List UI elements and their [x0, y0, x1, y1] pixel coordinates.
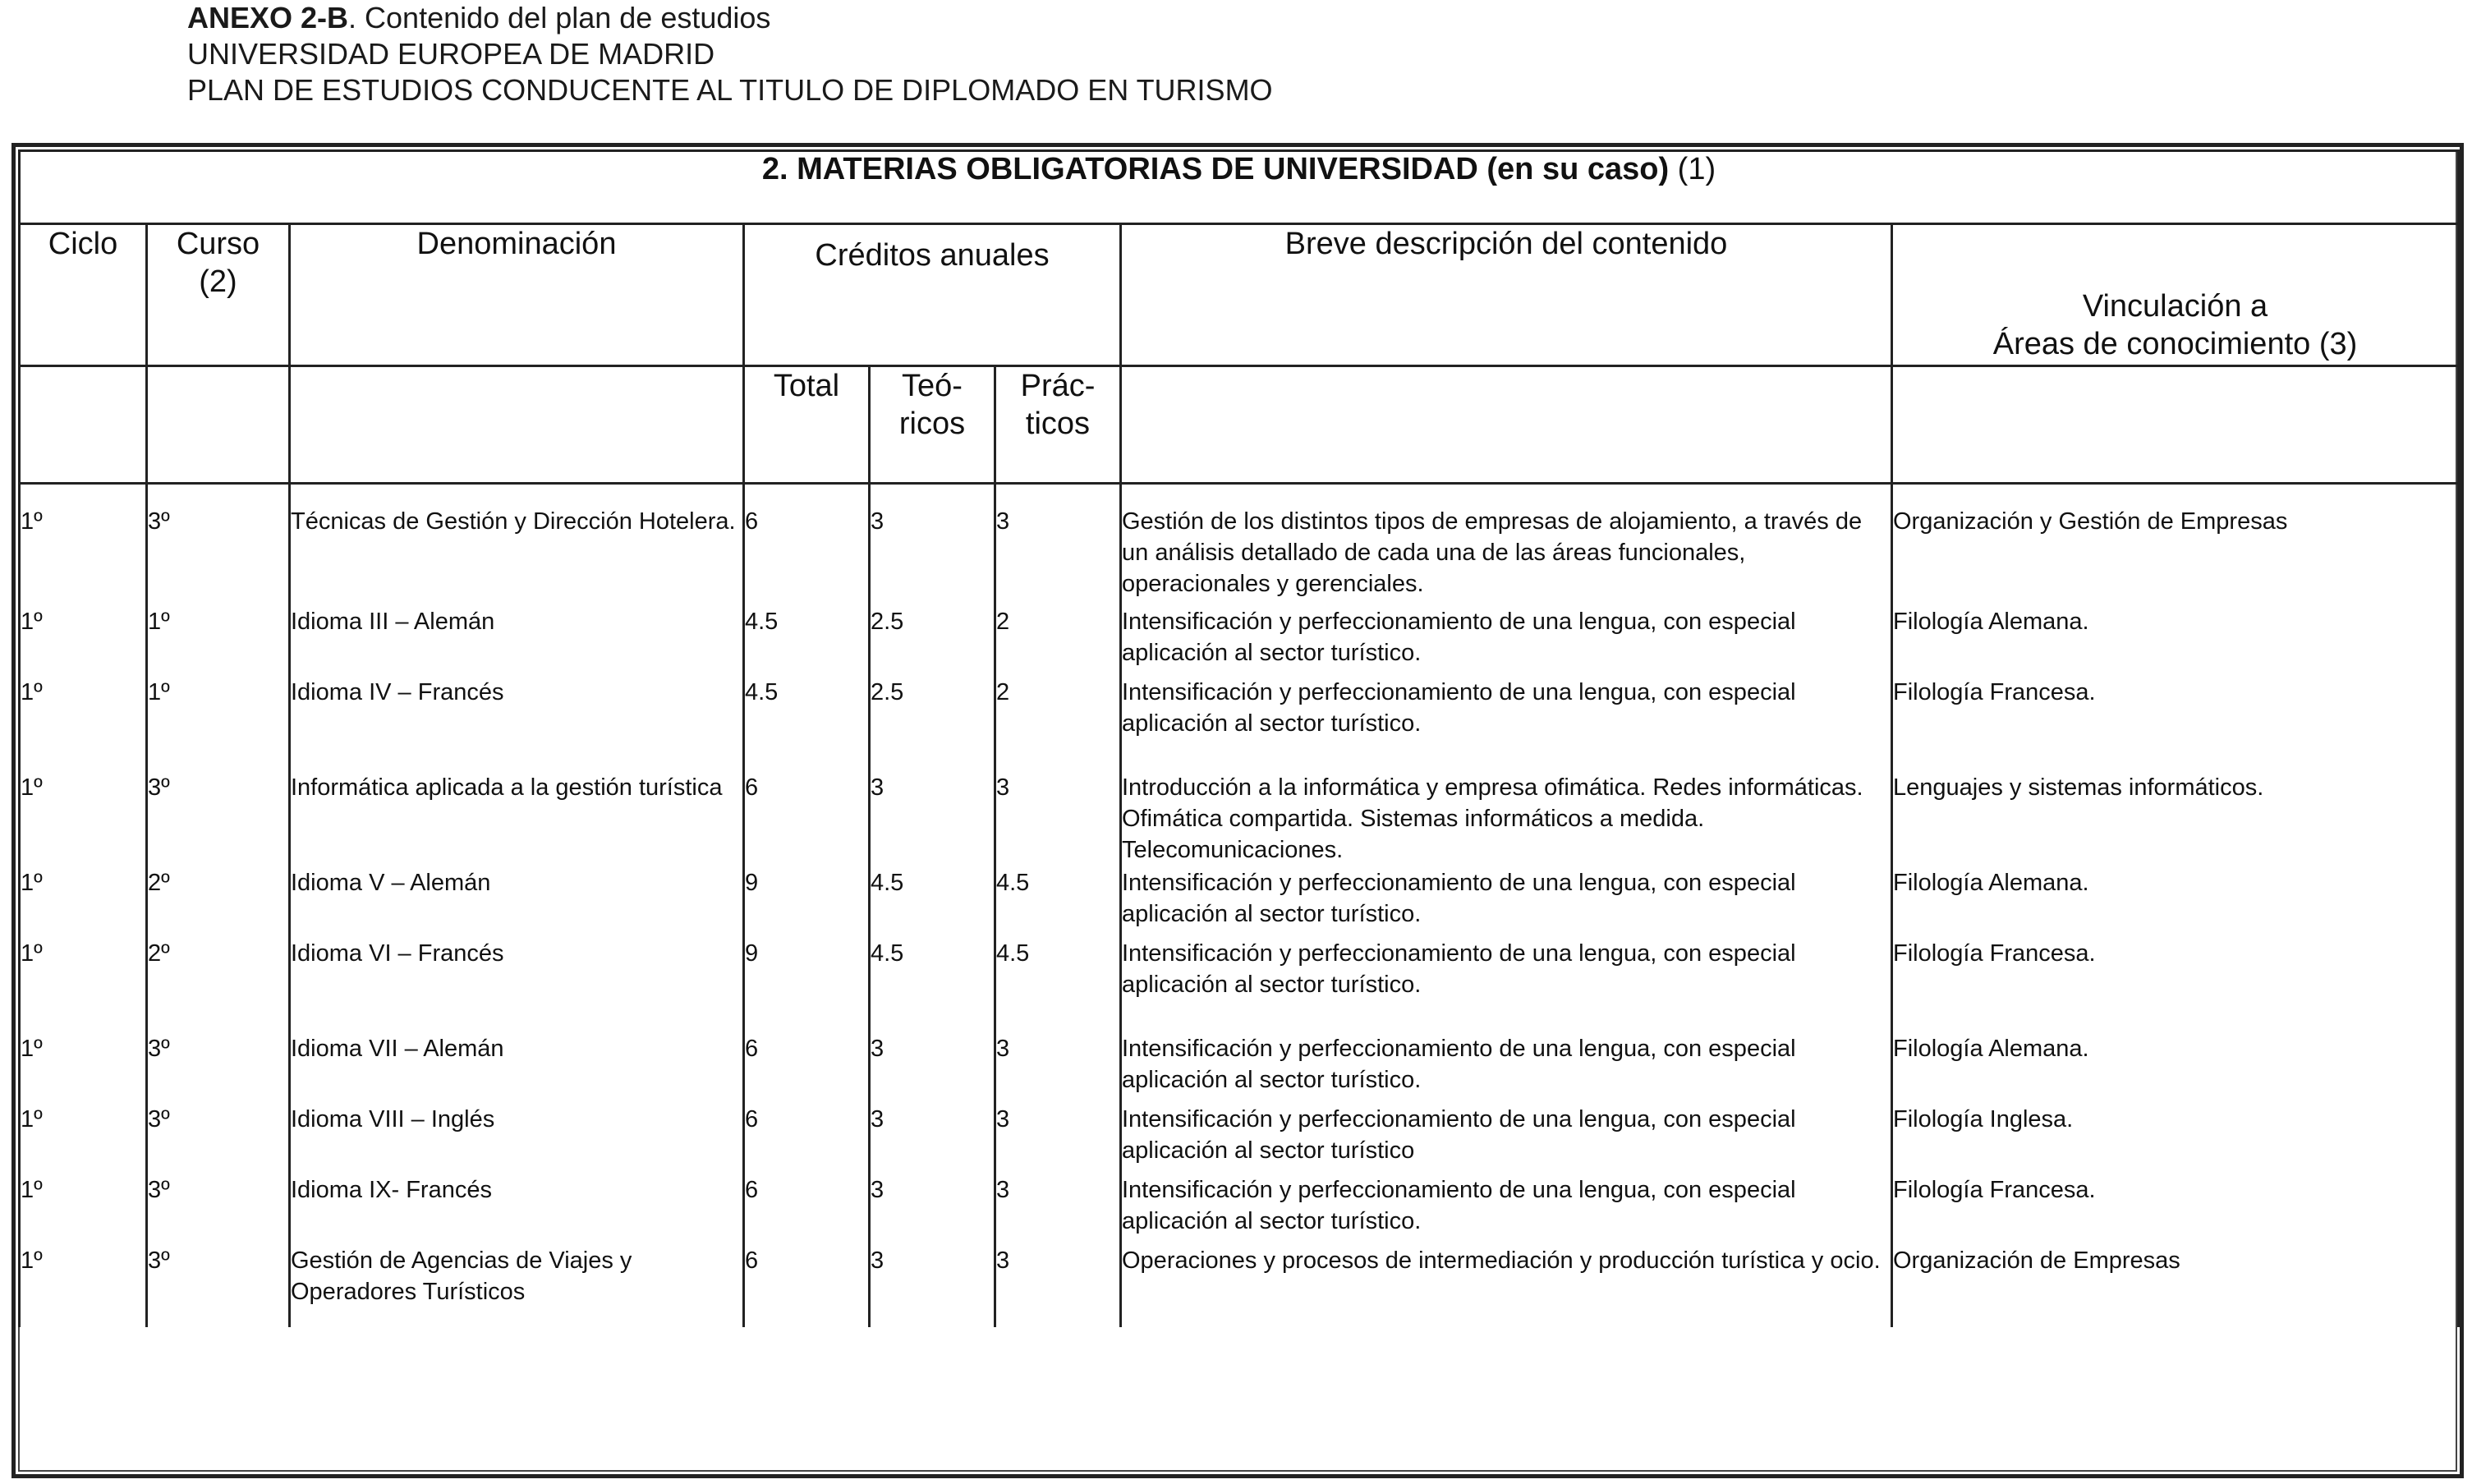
cell-ciclo: 1º [20, 484, 147, 607]
cell-ciclo: 1º [20, 606, 147, 677]
cell-teoricos: 3 [870, 484, 995, 607]
cell-total: 6 [744, 1245, 870, 1327]
cell-teoricos: 3 [870, 1245, 995, 1327]
cell-area: Filología Alemana. [1892, 1033, 2459, 1104]
cell-curso: 1º [147, 606, 290, 677]
cell-descripcion: Intensificación y perfeccionamiento de una lengua, con especial aplicación al sector turístico. [1121, 677, 1892, 772]
cell-descripcion: Intensificación y perfeccionamiento de una lengua, con especial aplicación al sector turístico [1121, 1104, 1892, 1174]
cell-total: 6 [744, 1033, 870, 1104]
subheader-empty-descripcion [1121, 366, 1892, 484]
column-header-descripcion: Breve descripción del contenido [1121, 224, 1892, 366]
cell-denominacion: Técnicas de Gestión y Dirección Hotelera. [290, 484, 744, 607]
cell-ciclo: 1º [20, 867, 147, 938]
cell-practicos: 2 [995, 606, 1121, 677]
cell-area: Organización de Empresas [1892, 1245, 2459, 1327]
table-row [20, 938, 2459, 1033]
cell-area: Filología Alemana. [1892, 606, 2459, 677]
table-row [20, 606, 2459, 677]
cell-descripcion: Intensificación y perfeccionamiento de una lengua, con especial aplicación al sector turístico. [1121, 867, 1892, 938]
cell-curso: 3º [147, 1245, 290, 1327]
document-header [187, 0, 1273, 108]
vinculacion-line-1: Vinculación a [2082, 289, 2268, 324]
cell-ciclo: 1º [20, 1104, 147, 1174]
cell-denominacion: Idioma VIII – Inglés [290, 1104, 744, 1174]
practicos-line-2: ticos [1025, 407, 1091, 441]
plan-title: PLAN DE ESTUDIOS CONDUCENTE AL TITULO DE DIPLOMADO EN TURISMO [187, 73, 1273, 107]
table-row [20, 1033, 2459, 1104]
subheader-empty-vinculacion [1892, 366, 2459, 484]
cell-area: Filología Francesa. [1892, 1174, 2459, 1245]
cell-curso: 2º [147, 867, 290, 938]
cell-practicos: 3 [995, 772, 1121, 867]
cell-denominacion: Idioma IX- Francés [290, 1174, 744, 1245]
cell-area: Filología Francesa. [1892, 938, 2459, 1033]
table-row [20, 484, 2459, 607]
subheader-empty-denominacion [290, 366, 744, 484]
cell-denominacion: Gestión de Agencias de Viajes y Operadores Turísticos [290, 1245, 744, 1327]
cell-practicos: 3 [995, 1033, 1121, 1104]
cell-teoricos: 3 [870, 1174, 995, 1245]
cell-denominacion: Idioma IV – Francés [290, 677, 744, 772]
cell-total: 6 [744, 1174, 870, 1245]
curso-note: (2) [199, 264, 237, 299]
cell-ciclo: 1º [20, 938, 147, 1033]
curriculum-table-frame [11, 143, 2464, 1478]
cell-curso: 3º [147, 1033, 290, 1104]
column-header-practicos [995, 366, 1121, 484]
cell-descripcion: Introducción a la informática y empresa ofimática. Redes informáticas. Ofimática compartida. Sistemas informáticos a medida. Telecomunicaciones. [1121, 772, 1892, 867]
cell-descripcion: Intensificación y perfeccionamiento de una lengua, con especial aplicación al sector turístico. [1121, 1174, 1892, 1245]
cell-ciclo: 1º [20, 772, 147, 867]
cell-curso: 1º [147, 677, 290, 772]
cell-descripcion: Intensificación y perfeccionamiento de una lengua, con especial aplicación al sector turístico. [1121, 606, 1892, 677]
table-row [20, 1174, 2459, 1245]
cell-practicos: 3 [995, 484, 1121, 607]
cell-practicos: 3 [995, 1245, 1121, 1327]
cell-descripcion: Intensificación y perfeccionamiento de una lengua, con especial aplicación al sector turístico. [1121, 1033, 1892, 1104]
cell-curso: 3º [147, 1174, 290, 1245]
table-row [20, 1245, 2459, 1327]
curriculum-table [18, 149, 2460, 1327]
annex-label: ANEXO 2-B [187, 1, 349, 34]
practicos-line-1: Prác- [1020, 369, 1096, 403]
cell-total: 6 [744, 484, 870, 607]
cell-teoricos: 4.5 [870, 867, 995, 938]
cell-teoricos: 3 [870, 772, 995, 867]
cell-teoricos: 2.5 [870, 677, 995, 772]
column-header-curso [147, 224, 290, 366]
cell-total: 9 [744, 867, 870, 938]
cell-area: Lenguajes y sistemas informáticos. [1892, 772, 2459, 867]
cell-curso: 3º [147, 1104, 290, 1174]
cell-total: 4.5 [744, 677, 870, 772]
cell-practicos: 4.5 [995, 938, 1121, 1033]
cell-total: 6 [744, 772, 870, 867]
cell-practicos: 3 [995, 1104, 1121, 1174]
column-header-creditos: Créditos anuales [744, 224, 1121, 366]
subheader-empty-curso [147, 366, 290, 484]
cell-denominacion: Idioma III – Alemán [290, 606, 744, 677]
cell-curso: 2º [147, 938, 290, 1033]
cell-practicos: 4.5 [995, 867, 1121, 938]
cell-descripcion: Gestión de los distintos tipos de empresas de alojamiento, a través de un análisis detallado de cada una de las áreas funcionales, operacionales y gerenciales. [1121, 484, 1892, 607]
cell-descripcion: Intensificación y perfeccionamiento de una lengua, con especial aplicación al sector turístico. [1121, 938, 1892, 1033]
cell-practicos: 3 [995, 1174, 1121, 1245]
teoricos-line-1: Teó- [902, 369, 963, 403]
annex-subtitle: . Contenido del plan de estudios [348, 1, 771, 34]
cell-practicos: 2 [995, 677, 1121, 772]
column-header-total: Total [744, 366, 870, 484]
cell-teoricos: 2.5 [870, 606, 995, 677]
cell-area: Organización y Gestión de Empresas [1892, 484, 2459, 607]
cell-area: Filología Inglesa. [1892, 1104, 2459, 1174]
table-title-main: 2. MATERIAS OBLIGATORIAS DE UNIVERSIDAD (en su caso) [761, 152, 1670, 186]
cell-area: Filología Alemana. [1892, 867, 2459, 938]
column-header-ciclo: Ciclo [20, 224, 147, 366]
column-header-denominacion: Denominación [290, 224, 744, 366]
subheader-empty-ciclo [20, 366, 147, 484]
cell-area: Filología Francesa. [1892, 677, 2459, 772]
cell-ciclo: 1º [20, 1245, 147, 1327]
curso-label: Curso [176, 227, 260, 261]
cell-descripcion: Operaciones y procesos de intermediación y producción turística y ocio. [1121, 1245, 1892, 1327]
cell-total: 4.5 [744, 606, 870, 677]
annex-title [187, 0, 1273, 36]
cell-denominacion: Idioma VI – Francés [290, 938, 744, 1033]
teoricos-line-2: ricos [898, 407, 966, 441]
table-row [20, 677, 2459, 772]
cell-total: 9 [744, 938, 870, 1033]
cell-teoricos: 4.5 [870, 938, 995, 1033]
cell-teoricos: 3 [870, 1033, 995, 1104]
cell-denominacion: Idioma VII – Alemán [290, 1033, 744, 1104]
cell-ciclo: 1º [20, 1033, 147, 1104]
cell-ciclo: 1º [20, 677, 147, 772]
table-title [20, 151, 2459, 224]
table-title-note: (1) [1669, 152, 1716, 186]
column-header-teoricos [870, 366, 995, 484]
vinculacion-line-2: Áreas de conocimiento (3) [1992, 327, 2358, 361]
cell-ciclo: 1º [20, 1174, 147, 1245]
university-name: UNIVERSIDAD EUROPEA DE MADRID [187, 37, 715, 71]
table-row [20, 772, 2459, 867]
table-row [20, 1104, 2459, 1174]
cell-teoricos: 3 [870, 1104, 995, 1174]
cell-curso: 3º [147, 484, 290, 607]
column-header-vinculacion [1892, 224, 2459, 366]
table-row [20, 867, 2459, 938]
cell-curso: 3º [147, 772, 290, 867]
cell-denominacion: Idioma V – Alemán [290, 867, 744, 938]
cell-denominacion: Informática aplicada a la gestión turística [290, 772, 744, 867]
cell-total: 6 [744, 1104, 870, 1174]
